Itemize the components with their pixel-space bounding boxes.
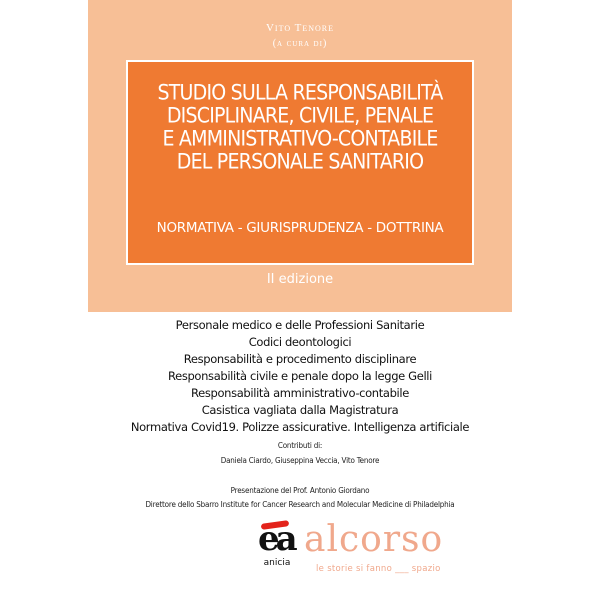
title-line: STUDIO SULLA RESPONSABILITÀ	[157, 80, 443, 106]
topic-item: Responsabilità civile e penale dopo la legge Gelli	[167, 369, 432, 383]
topic-item: Responsabilità amministrativo-contabile	[191, 386, 409, 400]
title-line: E AMMINISTRATIVO-CONTABILE	[162, 126, 438, 152]
contributors-names: Daniela Ciardo, Giuseppina Veccia, Vito Tenore	[220, 456, 380, 465]
topic-item: Personale medico e delle Professioni Sanitarie	[175, 318, 425, 332]
imprint-logo: alcorso	[304, 519, 444, 560]
presentation-line: Presentazione del Prof. Antonio Giordano	[230, 486, 370, 495]
publisher-logo-icon	[258, 519, 294, 562]
publisher-name: anicia	[263, 558, 291, 568]
curator-note: (a cura di)	[272, 38, 328, 49]
topic-item: Codici deontologici	[248, 335, 352, 349]
title-box	[126, 60, 474, 265]
topic-item: Casistica vagliata dalla Magistratura	[201, 403, 399, 417]
publisher-mark: ea	[258, 519, 294, 559]
cover-top-panel	[88, 0, 512, 312]
author-name: Vito Tenore	[265, 22, 335, 34]
book-subtitle: NORMATIVA - GIURISPRUDENZA - DOTTRINA	[156, 220, 444, 236]
book-cover	[88, 0, 512, 600]
book-title	[128, 82, 472, 174]
topics-list	[88, 317, 512, 436]
topic-item: Responsabilità e procedimento disciplinare	[183, 352, 417, 366]
contributors-label: Contributi di:	[277, 441, 323, 450]
edition-label: II edizione	[266, 272, 334, 287]
title-line: DISCIPLINARE, CIVILE, PENALE	[166, 103, 434, 129]
presentation-affiliation: Direttore dello Sbarro Institute for Cancer Research and Molecular Medicine di Philadelphia	[145, 500, 455, 509]
topic-item: Normativa Covid19. Polizze assicurative. Intelligenza artificiale	[130, 420, 470, 434]
title-line: DEL PERSONALE SANITARIO	[176, 149, 424, 175]
imprint-tagline: le storie si fanno ___ spazio	[316, 564, 441, 574]
